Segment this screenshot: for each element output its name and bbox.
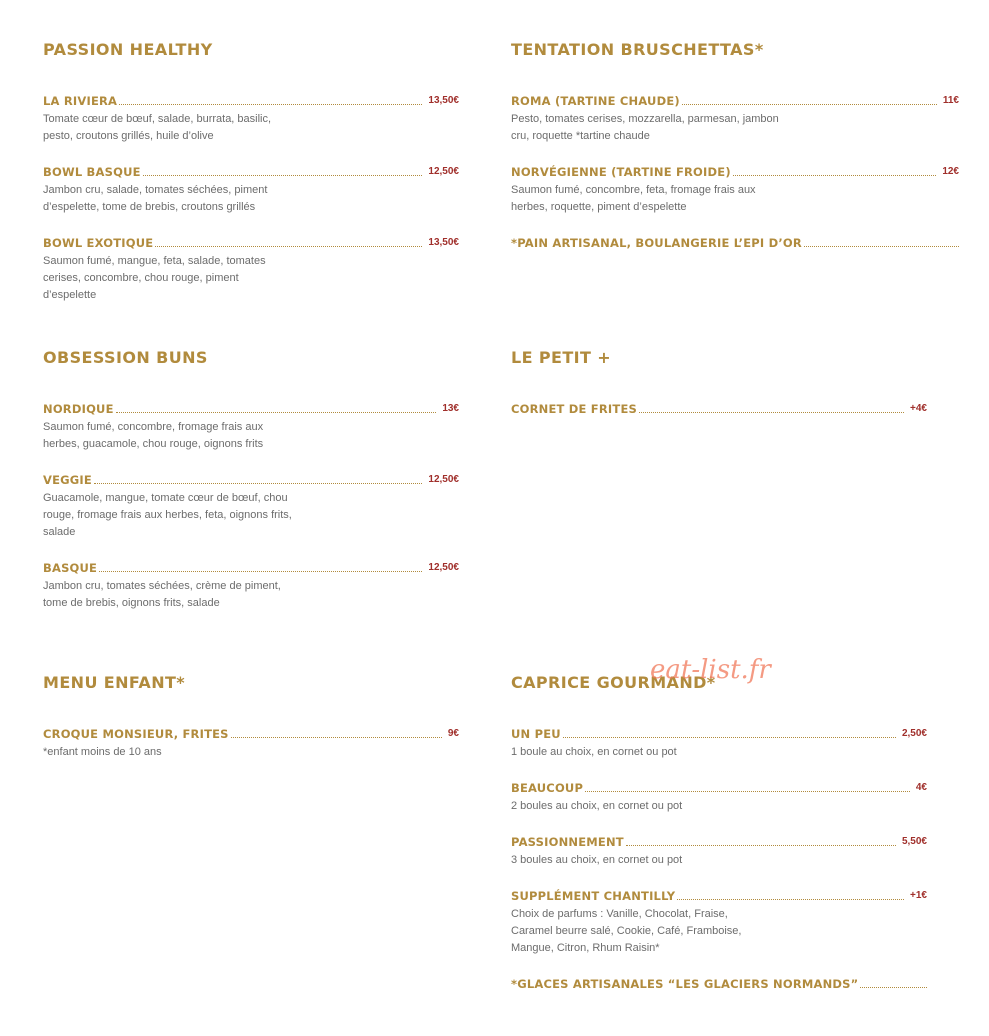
menu-item [511,725,927,761]
item-price: 2,50€ [901,728,927,739]
item-price: 9€ [447,728,459,739]
item-description: Saumon fumé, concombre, fromage frais aux herbes, guacamole, chou rouge, oignons frits [43,421,264,450]
item-price: 11€ [942,95,959,106]
item-price: 13,50€ [428,237,459,248]
menu-item [43,725,459,761]
item-name: SUPPLÉMENT CHANTILLY [511,889,676,903]
item-price: +4€ [910,403,927,414]
menu-item [511,887,927,957]
section-title: OBSESSION BUNS [43,348,208,367]
menu-item [43,163,459,216]
item-name: UN PEU [511,727,561,741]
item-price: 12,50€ [428,166,459,177]
section-title: MENU ENFANT* [43,673,186,692]
section-menu-enfant [43,673,459,779]
item-description: 3 boules au choix, en cornet ou pot [511,854,683,866]
item-price: 12,50€ [428,474,459,485]
item-name: BEAUCOUP [511,781,584,795]
item-description: 2 boules au choix, en cornet ou pot [511,800,683,812]
item-name: CROQUE MONSIEUR, FRITES [43,727,229,741]
menu-note [511,234,959,250]
menu-item [511,779,927,815]
item-description: 1 boule au choix, en cornet ou pot [511,746,677,758]
item-description: Jambon cru, salade, tomates séchées, piment d’espelette, tome de brebis, croutons grillés [43,184,268,213]
dotted-leader [116,412,437,413]
section-caprice-gourmand [511,673,927,1009]
item-name: ROMA (TARTINE CHAUDE) [511,94,680,108]
dotted-leader [231,737,442,738]
item-name: BOWL EXOTIQUE [43,236,154,250]
item-price: +1€ [910,890,927,901]
dotted-leader [682,104,937,105]
item-name: BASQUE [43,561,98,575]
menu-item [511,833,927,869]
item-description: Saumon fumé, mangue, feta, salade, tomates cerises, concombre, chou rouge, piment d’espelette [43,255,266,301]
item-name: BOWL BASQUE [43,165,141,179]
item-description: Guacamole, mangue, tomate cœur de bœuf, chou rouge, fromage frais aux herbes, feta, oignons frits, salade [43,492,292,538]
item-description: Saumon fumé, concombre, feta, fromage frais aux herbes, roquette, piment d’espelette [511,184,756,213]
dotted-leader [804,246,959,247]
dotted-leader [119,104,422,105]
watermark: eat-list.fr [650,655,771,685]
section-passion-healthy [43,40,459,322]
section-title: CAPRICE GOURMAND* [511,673,716,692]
menu-item [43,471,459,541]
dotted-leader [155,246,422,247]
item-description: Choix de parfums : Vanille, Chocolat, Fraise, Caramel beurre salé, Cookie, Café, Framboise, Mangue, Citron, Rhum Raisin* [511,908,742,954]
menu-item [43,234,459,304]
item-description: Jambon cru, tomates séchées, crème de piment, tome de brebis, oignons frits, salade [43,580,281,609]
dotted-leader [563,737,896,738]
item-price: 12€ [942,166,959,177]
section-title: PASSION HEALTHY [43,40,213,59]
item-price: 5,50€ [901,836,927,847]
dotted-leader [143,175,423,176]
item-name: LA RIVIERA [43,94,118,108]
menu-item [511,400,927,416]
dotted-leader [677,899,904,900]
item-description: *enfant moins de 10 ans [43,746,162,758]
menu-item [43,400,459,453]
dotted-leader [639,412,904,413]
item-name: CORNET DE FRITES [511,402,637,416]
menu-item [43,92,459,145]
item-price: 4€ [915,782,927,793]
item-name: NORVÉGIENNE (TARTINE FROIDE) [511,165,731,179]
menu-item [511,92,959,145]
item-name: NORDIQUE [43,402,114,416]
dotted-leader [99,571,422,572]
item-name: PASSIONNEMENT [511,835,624,849]
menu-item [43,559,459,612]
dotted-leader [733,175,937,176]
item-price: 13,50€ [428,95,459,106]
item-price: 12,50€ [428,562,459,573]
section-tentation-bruschettas [511,40,959,268]
section-obsession-buns [43,348,459,630]
menu-note [511,975,927,991]
item-description: Pesto, tomates cerises, mozzarella, parmesan, jambon cru, roquette *tartine chaude [511,113,779,142]
item-name: VEGGIE [43,473,92,487]
dotted-leader [94,483,422,484]
dotted-leader [585,791,910,792]
section-le-petit-plus [511,348,927,434]
menu-item [511,163,959,216]
dotted-leader [626,845,896,846]
item-description: Tomate cœur de bœuf, salade, burrata, basilic, pesto, croutons grillés, huile d’olive [43,113,272,142]
item-price: 13€ [442,403,459,414]
section-title: LE PETIT + [511,348,612,367]
section-title: TENTATION BRUSCHETTAS* [511,40,764,59]
bread-note: *PAIN ARTISANAL, BOULANGERIE L’EPI D’OR [511,236,802,250]
dotted-leader [860,987,927,988]
ice-cream-note: *GLACES ARTISANALES “LES GLACIERS NORMANDS” [511,977,859,991]
